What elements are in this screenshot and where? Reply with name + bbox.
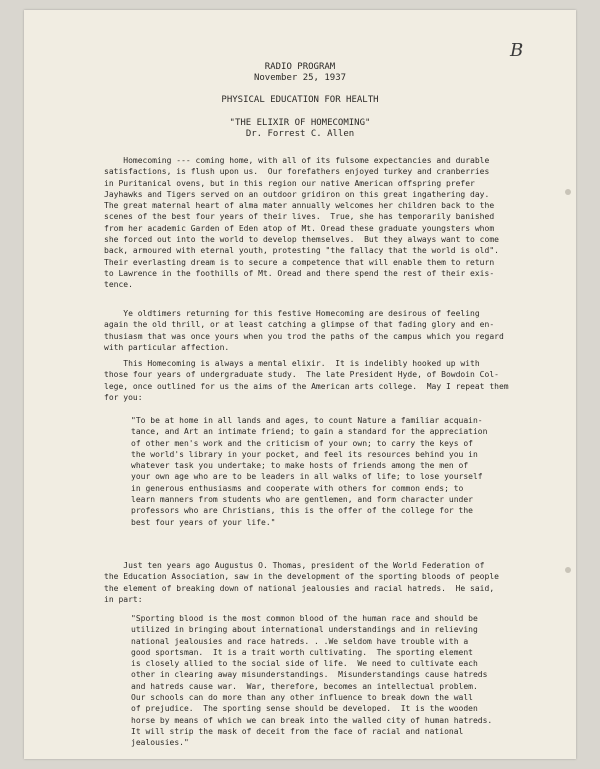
text-line: with particular affection. <box>104 342 230 352</box>
text-line: the world's library in your pocket, and feel its resources behind you in <box>131 449 478 459</box>
text-line: your own age who are to be leaders in all walks of life; to lose yourself <box>131 472 483 482</box>
text-line: "To be at home in all lands and ages, to count Nature a familiar acquain- <box>131 416 483 425</box>
text-line: back, armoured with eternal youth, protesting "the fallacy that the world is old". <box>104 246 499 256</box>
document-page <box>24 10 576 759</box>
text-line: utilized in bringing about international understandings and in relieving <box>131 625 478 635</box>
text-line: other in clearing away misunderstandings. Misunderstandings cause hatreds <box>131 670 488 680</box>
text-line: she forced out into the world to develop themselves. But they always want to come <box>104 235 499 245</box>
paragraph-augustus-thomas <box>104 560 499 605</box>
text-line: jealousies." <box>131 738 189 748</box>
author-name: Dr. Forrest C. Allen <box>245 129 355 139</box>
text-line: in Puritanical ovens, but in this region our native American offspring prefer <box>104 178 475 188</box>
text-line: Their everlasting dream is to secure a competence that will enable them to return <box>104 257 495 267</box>
text-line: satisfactions, is flush upon us. Our forefathers enjoyed turkey and cranberries <box>104 167 490 177</box>
text-line: national jealousies and race hatreds. . .We seldom have trouble with a <box>131 636 469 646</box>
text-line: in part: <box>104 594 143 604</box>
text-line: scenes of the best four years of their lives. True, she has temporarily banished <box>104 212 495 222</box>
punch-hole-bottom <box>565 567 571 573</box>
text-line: to Lawrence in the foothills of Mt. Oread and there spend the rest of their exis- <box>104 268 495 278</box>
text-line: in generous enthusiasms and cooperate with others for common ends; to <box>131 483 464 493</box>
text-line: and hatreds cause war. War, therefore, becomes an intellectual problem. <box>131 681 478 691</box>
text-line: lege, once outlined for us the aims of the American arts college. May I repeat them <box>104 381 509 391</box>
text-line: This Homecoming is always a mental elixir. It is indelibly hooked up with <box>104 359 480 368</box>
text-line: good sportsman. It is a trait worth cultivating. The sporting element <box>131 647 473 657</box>
text-line: The great maternal heart of alma mater annually welcomes her children back to the <box>104 201 495 211</box>
text-line: Just ten years ago Augustus O. Thomas, president of the World Federation of <box>104 561 485 570</box>
series-title: PHYSICAL EDUCATION FOR HEALTH <box>221 95 379 105</box>
punch-hole-top <box>565 189 571 195</box>
text-line: from her academic Garden of Eden atop of Mt. Oread these graduate youngsters whom <box>104 223 495 233</box>
text-line: the Education Association, saw in the development of the sporting bloods of people <box>104 572 499 582</box>
handwritten-page-mark: B <box>510 40 524 61</box>
paragraph-mental-elixir <box>104 358 509 403</box>
text-line: whatever task you undertake; to make hosts of friends among the men of <box>131 461 469 471</box>
text-line: thusiasm that was once yours when you trod the paths of the campus which you regard <box>104 331 504 341</box>
text-line: for you: <box>104 392 143 402</box>
text-line: professors who are Christians, this is the offer of the college for the <box>131 506 473 516</box>
text-line: of prejudice. The sporting sense should be developed. It is the wooden <box>131 704 478 714</box>
text-line: Our schools can do more than any other influence to break down the wall <box>131 693 473 703</box>
paragraph-homecoming <box>104 155 499 291</box>
text-line: of other men's work and the criticism of your own; to carry the keys of <box>131 438 473 448</box>
text-line: learn manners from students who are gentlemen, and form character under <box>131 495 473 505</box>
text-line: again the old thrill, or at least catching a glimpse of that fading glory and en- <box>104 320 495 330</box>
text-line: those four years of undergraduate study. The late President Hyde, of Bowdoin Col- <box>104 370 499 380</box>
text-line: is closely allied to the social side of life. We need to cultivate each <box>131 659 478 669</box>
text-line: tance, and Art an intimate friend; to gain a standard for the appreciation <box>131 427 488 437</box>
broadcast-date: November 25, 1937 <box>253 73 347 83</box>
text-line: "Sporting blood is the most common blood of the human race and should be <box>131 614 478 623</box>
text-line: tence. <box>104 280 133 290</box>
text-line: Jayhawks and Tigers served on an outdoor gridiron on this great ingathering day. <box>104 189 490 199</box>
text-line: Homecoming --- coming home, with all of its fulsome expectancies and durable <box>104 156 490 165</box>
talk-title: "THE ELIXIR OF HOMECOMING" <box>229 118 371 128</box>
text-line: best four years of your life." <box>131 517 276 527</box>
text-line: Ye oldtimers returning for this festive Homecoming are desirous of feeling <box>104 309 480 318</box>
text-line: horse by means of which we can break into the walled city of human hatreds. <box>131 715 493 725</box>
text-line: the element of breaking down of national jealousies and racial hatreds. He said, <box>104 583 495 593</box>
quote-president-hyde <box>131 415 487 528</box>
paragraph-oldtimers <box>104 308 504 353</box>
program-label: RADIO PROGRAM <box>264 62 336 72</box>
quote-sporting-blood <box>131 613 492 749</box>
text-line: It will strip the mask of deceit from the face of racial and national <box>131 726 464 736</box>
